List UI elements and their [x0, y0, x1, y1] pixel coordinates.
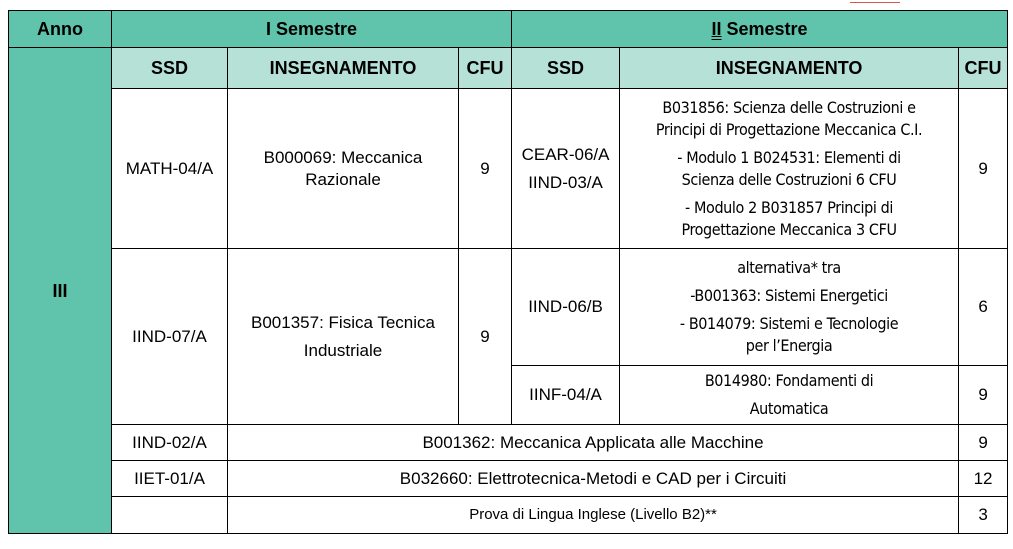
course-cell [620, 366, 959, 425]
course-line: alternativa* tra [737, 258, 841, 277]
ssd-cell: IINF-04/A [512, 366, 620, 425]
course-line: - Modulo 2 B031857 Principi di [685, 197, 893, 217]
course-line: Industriale [303, 340, 383, 360]
study-plan-table [8, 10, 1008, 534]
subheader-ssd-2: SSD [512, 48, 620, 89]
course-line: B001357: Fisica Tecnica [251, 312, 435, 332]
semester-2-label: Semestre [721, 19, 808, 39]
course-line: - Modulo 1 B024531: Elementi di [677, 147, 901, 167]
course-cell [228, 249, 459, 425]
course-line: Progettazione Meccanica 3 CFU [681, 219, 897, 239]
cropped-top-text [0, 0, 1013, 8]
course-cell: B000069: Meccanica Razionale [228, 89, 459, 249]
course-line: B014980: Fondamenti di [704, 371, 874, 390]
cropped-red-underline [850, 0, 900, 3]
ssd-cell: IIND-07/A [112, 249, 228, 425]
course-cell: B001362: Meccanica Applicata alle Macchine [228, 425, 959, 461]
course-line: -B001363: Sistemi Energetici [690, 286, 888, 305]
subheader-cfu-1: CFU [459, 48, 512, 89]
ssd-cell: IIET-01/A [112, 461, 228, 497]
course-line: Scienza delle Costruzioni 6 CFU [681, 169, 897, 189]
course-cell: Prova di Lingua Inglese (Livello B2)** [228, 497, 959, 534]
cfu-cell: 9 [959, 425, 1008, 461]
table-row [9, 89, 1008, 249]
course-cell: B032660: Elettrotecnica-Metodi e CAD per i Circuiti [228, 461, 959, 497]
header-semester-1: I Semestre [112, 11, 512, 48]
ssd-cell: IIND-06/B [512, 249, 620, 366]
cfu-cell: 3 [959, 497, 1008, 534]
header-anno: Anno [9, 11, 112, 48]
cfu-cell: 12 [959, 461, 1008, 497]
subheader-ssd-1: SSD [112, 48, 228, 89]
cfu-cell: 9 [959, 89, 1008, 249]
header-semester-2 [512, 11, 1008, 48]
ssd-cell: MATH-04/A [112, 89, 228, 249]
subheader-insegnamento-2: INSEGNAMENTO [620, 48, 959, 89]
table-row [9, 249, 1008, 366]
header-row [9, 11, 1008, 48]
cfu-cell: 9 [459, 89, 512, 249]
subheader-row [9, 48, 1008, 89]
table-row [9, 425, 1008, 461]
ssd-cell [112, 497, 228, 534]
ssd-cell: IIND-02/A [112, 425, 228, 461]
cfu-cell: 6 [959, 249, 1008, 366]
course-line: Principi di Progettazione Meccanica C.I. [655, 119, 923, 139]
ssd-cell [512, 89, 620, 249]
course-line: B031856: Scienza delle Costruzioni e [662, 97, 916, 117]
cfu-cell: 9 [459, 249, 512, 425]
course-cell [620, 249, 959, 366]
course-line: per l’Energia [745, 336, 833, 355]
subheader-insegnamento-1: INSEGNAMENTO [228, 48, 459, 89]
semester-2-numeral: II [711, 19, 722, 39]
ssd-line: CEAR-06/A [521, 144, 610, 164]
table-row [9, 461, 1008, 497]
course-line: Automatica [749, 399, 829, 418]
subheader-cfu-2: CFU [959, 48, 1008, 89]
course-line: - B014079: Sistemi e Tecnologie [679, 314, 899, 333]
ssd-line: IIND-03/A [528, 172, 603, 192]
table-row [9, 497, 1008, 534]
year-cell: III [9, 48, 112, 534]
course-cell [620, 89, 959, 249]
cfu-cell: 9 [959, 366, 1008, 425]
